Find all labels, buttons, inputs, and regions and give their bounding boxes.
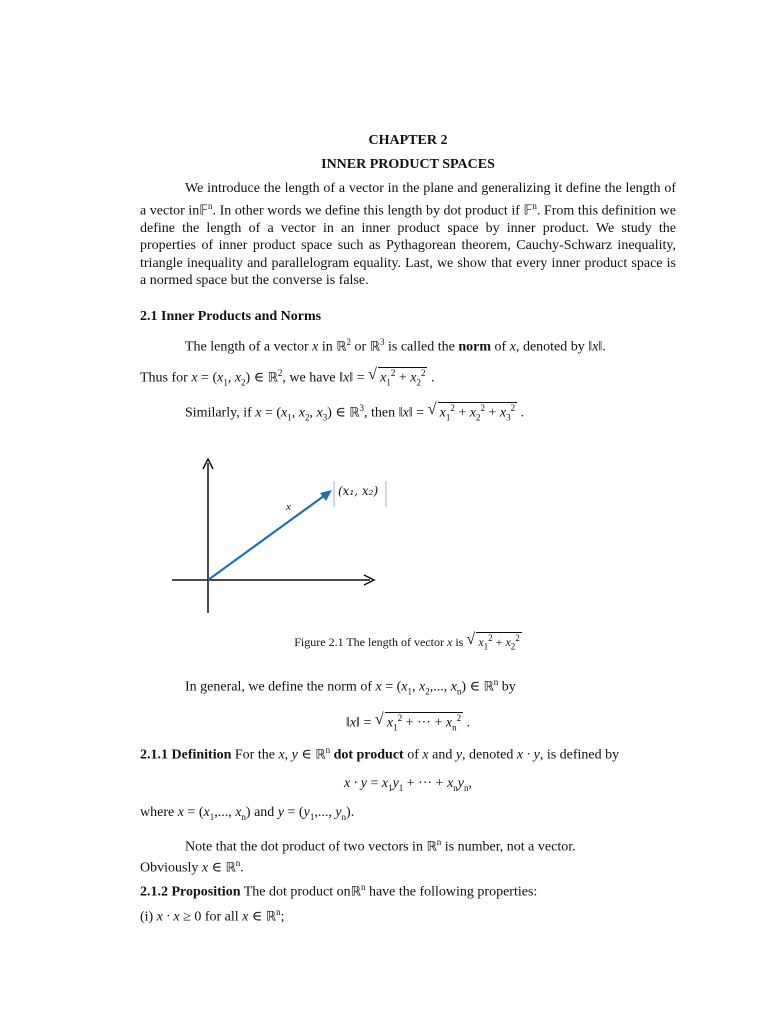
vector-arrow-head-icon bbox=[320, 490, 332, 501]
vector-figure bbox=[170, 455, 390, 625]
general-norm-formula: ‖x‖ = √ $x_1^2$ + ··· + $x_n^2$ . bbox=[345, 711, 471, 733]
definition-line: 2.1.1 Definition For the x, y ∈ ℝ$^n$ dot product of x and y, denoted x · y, is defined by bbox=[140, 745, 620, 763]
section-heading: 2.1 Inner Products and Norms bbox=[140, 309, 322, 324]
vector-label: x bbox=[286, 501, 291, 513]
figure-caption: Figure 2.1 The length of vector x is √ $x_1^2 + x_2^2$ bbox=[294, 631, 520, 652]
general-norm-line: In general, we define the norm of $x = (x_1$, $x_2$,..., $x_n$) ∈ ℝ$^n$ by bbox=[185, 677, 516, 697]
intro-paragraph: We introduce the length of a vector in the plane and generalizing it define the length of a vector in𝔽$^n$. In other words we define this length by dot product if 𝔽$^n$. From this definition we define the length of a vector in an inner product space by inner product. We study the properties of inner product space such as Pythagorean theorem, Cauchy-Schwarz inequality, triangle inequality and parallelogram equality. Last, we show that every inner product space is a normed space but the converse is false. bbox=[140, 181, 677, 289]
norm-3d-line: Similarly, if $x = (x_1$, $x_2$, $x_3$) ∈ ℝ$^3$, then ‖x‖ = √ $x_1^2 + x_2^2 + x_3^2$ . bbox=[185, 401, 525, 423]
proposition-item-1: (i) x · x ≥ 0 for all x ∈ ℝ$^n$; bbox=[140, 907, 285, 925]
note-line: Note that the dot product of two vectors in ℝ$^n$ is number, not a vector. bbox=[185, 837, 576, 855]
dot-product-formula: $x \cdot y = x_1y_1$ + ··· + $x_ny_n$, bbox=[344, 776, 472, 793]
chapter-title: INNER PRODUCT SPACES bbox=[321, 157, 495, 172]
proposition-line: 2.1.2 Proposition The dot product onℝ$^n$ have the following properties: bbox=[140, 882, 538, 900]
where-line: where $x = (x_1$,..., $x_n$) and $y = (y_1$,..., $y_n$). bbox=[140, 805, 355, 822]
point-label: (x₁, x₂) bbox=[338, 484, 379, 498]
obviously-line: Obviously x ∈ ℝ$^n$. bbox=[140, 858, 244, 876]
chapter-heading: CHAPTER 2 bbox=[368, 133, 448, 148]
norm-definition-line: The length of a vector x in ℝ$^2$ or ℝ$^3$ is called the norm of x, denoted by ‖x‖. bbox=[185, 337, 606, 355]
norm-2d-line: Thus for $x = (x_1$, $x_2$) ∈ ℝ$^2$, we have ‖x‖ = √ $x_1^2 + x_2^2$ . bbox=[140, 366, 435, 388]
vector-arrow bbox=[208, 493, 328, 580]
